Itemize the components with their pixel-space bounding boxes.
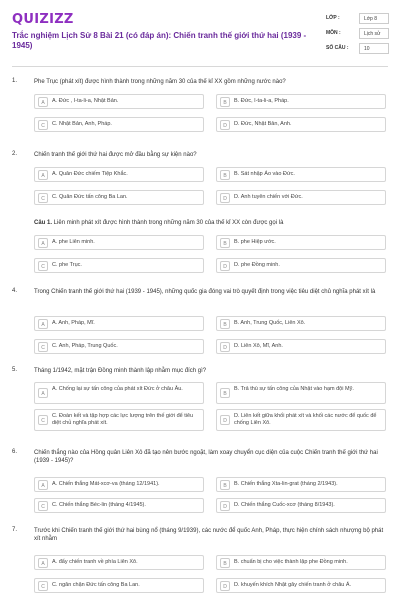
option-letter: D (220, 342, 230, 352)
option-d[interactable] (216, 339, 386, 354)
option-c[interactable] (34, 578, 204, 593)
question-number: 4. (12, 288, 18, 294)
option-letter: D (220, 581, 230, 591)
option-text: B. phe Hiệp ước. (234, 239, 276, 245)
option-letter: D (220, 261, 230, 271)
option-letter: A (38, 170, 48, 180)
option-b[interactable] (216, 316, 386, 331)
option-b[interactable] (216, 167, 386, 182)
option-text: C. Đoàn kết và tập hợp các lực lượng trên thế giới để tiêu diệt chủ nghĩa phát xít. (52, 413, 194, 426)
option-text: C. Chiến thắng Béc-lin (tháng 4/1945). (52, 502, 146, 508)
option-letter: B (220, 319, 230, 329)
option-c[interactable] (34, 190, 204, 205)
option-b[interactable] (216, 477, 386, 492)
question-text (34, 219, 384, 227)
option-letter: B (220, 388, 230, 398)
subject-label: MÔN : (326, 30, 341, 36)
option-text: A. đẩy chiến tranh về phía Liên Xô. (52, 559, 138, 565)
option-c[interactable] (34, 409, 204, 431)
option-a[interactable] (34, 94, 204, 109)
meta-count-row (326, 43, 390, 54)
option-letter: D (220, 193, 230, 203)
option-text: B. Trả thù sự tấn công của Nhật vào hạm đội Mỹ. (234, 386, 354, 392)
question-text: Trước khi Chiến tranh thế giới thứ hai bùng nổ (tháng 9/1939), các nước để quốc Anh, Pháp, thực hiện chính sách nhượng bộ phát xít nhằm (34, 528, 384, 542)
option-letter: A (38, 97, 48, 107)
meta-class-row (326, 13, 390, 24)
question-body: Liên minh phát xít được hình thành trong những năm 30 của thế kỉ XX còn được gọi là (52, 220, 284, 226)
question-text: Phe Trục (phát xít) được hình thành trong những năm 30 của thế kỉ XX gồm những nước nào? (34, 79, 286, 85)
option-b[interactable] (216, 555, 386, 570)
option-text: A. Đức , I-ta-li-a, Nhật Bản. (52, 98, 119, 104)
option-text: D. Anh tuyên chiến với Đức. (234, 194, 303, 200)
option-c[interactable] (34, 117, 204, 132)
option-text: D. Liên kết giữa khối phát xít và khối các nước để quốc để chống Liên Xô. (234, 413, 377, 426)
option-letter: C (38, 342, 48, 352)
worksheet-title: Trắc nghiệm Lịch Sử 8 Bài 21 (có đáp án): Chiến tranh thế giới thứ hai (1939 - 1945) (12, 31, 307, 50)
option-text: B. Đức, I-ta-li-a, Pháp. (234, 98, 289, 104)
option-text: D. Đức, Nhật Bản, Anh. (234, 121, 292, 127)
meta-subject-row (326, 28, 390, 39)
question-text: Chiến thắng nào của Hồng quân Liên Xô đã tạo nên bước ngoặt, làm xoay chuyển cục diện của cuộc Chiến tranh thế giới thứ hai (1939 - 1945)? (34, 450, 378, 464)
option-text: A. Quân Đức chiếm Tiệp Khắc. (52, 171, 128, 177)
option-letter: B (220, 558, 230, 568)
option-text: B. Anh, Trung Quốc, Liên Xô. (234, 320, 306, 326)
option-text: A. phe Liên minh. (52, 239, 95, 245)
option-text: B. Sát nhập Áo vào Đức. (234, 171, 295, 177)
option-d[interactable] (216, 190, 386, 205)
option-text: A. Chiến thắng Mát-xcơ-va (tháng 12/1941). (52, 481, 160, 487)
option-text: A. Chống lại sự tấn công của phát xít Đức ở châu Âu. (52, 386, 183, 392)
question-text: Tháng 1/1942, mặt trận Đồng minh thành lập nhằm mục đích gì? (34, 368, 207, 374)
option-letter: A (38, 238, 48, 248)
option-letter: D (220, 501, 230, 511)
option-a[interactable] (34, 382, 204, 404)
option-b[interactable] (216, 235, 386, 250)
quizizz-logo: QUIZIZZ (12, 12, 74, 27)
option-b[interactable] (216, 94, 386, 109)
option-d[interactable] (216, 578, 386, 593)
option-letter: A (38, 388, 48, 398)
header (0, 0, 400, 62)
option-b[interactable] (216, 382, 386, 404)
option-text: D. Chiến thắng Cuốc-xcơ (tháng 8/1943). (234, 502, 335, 508)
option-letter: C (38, 193, 48, 203)
question-prefix: Câu 1. (34, 220, 53, 226)
option-text: C. Anh, Pháp, Trung Quốc. (52, 343, 118, 349)
option-letter: A (38, 319, 48, 329)
option-d[interactable] (216, 409, 386, 431)
question-text: Trong Chiến tranh thế giới thứ hai (1939 - 1945), những quốc gia đóng vai trò quyết định trong việc tiêu diệt chủ nghĩa phát xít là (34, 289, 376, 295)
question-number: 7. (12, 527, 18, 533)
question-number: 2. (12, 151, 18, 157)
option-text: C. ngăn chặn Đức tấn công Ba Lan. (52, 582, 140, 588)
option-a[interactable] (34, 167, 204, 182)
option-text: C. phe Trục. (52, 262, 82, 268)
option-text: A. Anh, Pháp, Mĩ. (52, 320, 95, 326)
class-label: LỚP : (326, 15, 340, 21)
question-count-label: SỐ CÂU : (326, 45, 349, 51)
option-letter: A (38, 558, 48, 568)
option-d[interactable] (216, 498, 386, 513)
option-letter: C (38, 501, 48, 511)
option-c[interactable] (34, 498, 204, 513)
option-letter: C (38, 120, 48, 130)
option-text: B. chuẩn bị cho việc thành lập phe Đồng minh. (234, 559, 348, 565)
option-text: C. Quân Đức tấn công Ba Lan. (52, 194, 128, 200)
option-a[interactable] (34, 235, 204, 250)
option-a[interactable] (34, 555, 204, 570)
option-letter: C (38, 415, 48, 425)
header-divider (12, 66, 388, 67)
option-letter: A (38, 480, 48, 490)
question-count-value: 10 (359, 43, 389, 54)
option-text: D. phe Đồng minh. (234, 262, 280, 268)
option-letter: C (38, 261, 48, 271)
option-text: D. Liên Xô, Mĩ, Anh. (234, 343, 283, 349)
option-d[interactable] (216, 258, 386, 273)
question-text: Chiến tranh thế giới thứ hai được mở đầu bằng sự kiện nào? (34, 152, 197, 158)
option-a[interactable] (34, 316, 204, 331)
option-d[interactable] (216, 117, 386, 132)
option-letter: D (220, 120, 230, 130)
option-c[interactable] (34, 339, 204, 354)
option-text: D. khuyến khích Nhật gây chiến tranh ở châu Á. (234, 582, 352, 588)
class-value: Lớp 8 (359, 13, 389, 24)
question-number: 5. (12, 367, 18, 373)
option-letter: D (220, 415, 230, 425)
option-a[interactable] (34, 477, 204, 492)
option-letter: B (220, 238, 230, 248)
option-letter: C (38, 581, 48, 591)
option-text: C. Nhật Bản, Anh, Pháp. (52, 121, 112, 127)
option-letter: B (220, 480, 230, 490)
question-number: 6. (12, 449, 18, 455)
option-text: B. Chiến thắng Xta-lin-grat (tháng 2/1943). (234, 481, 338, 487)
option-c[interactable] (34, 258, 204, 273)
option-letter: B (220, 170, 230, 180)
option-letter: B (220, 97, 230, 107)
subject-value: Lịch sử (359, 28, 389, 39)
question-number: 1. (12, 78, 18, 84)
